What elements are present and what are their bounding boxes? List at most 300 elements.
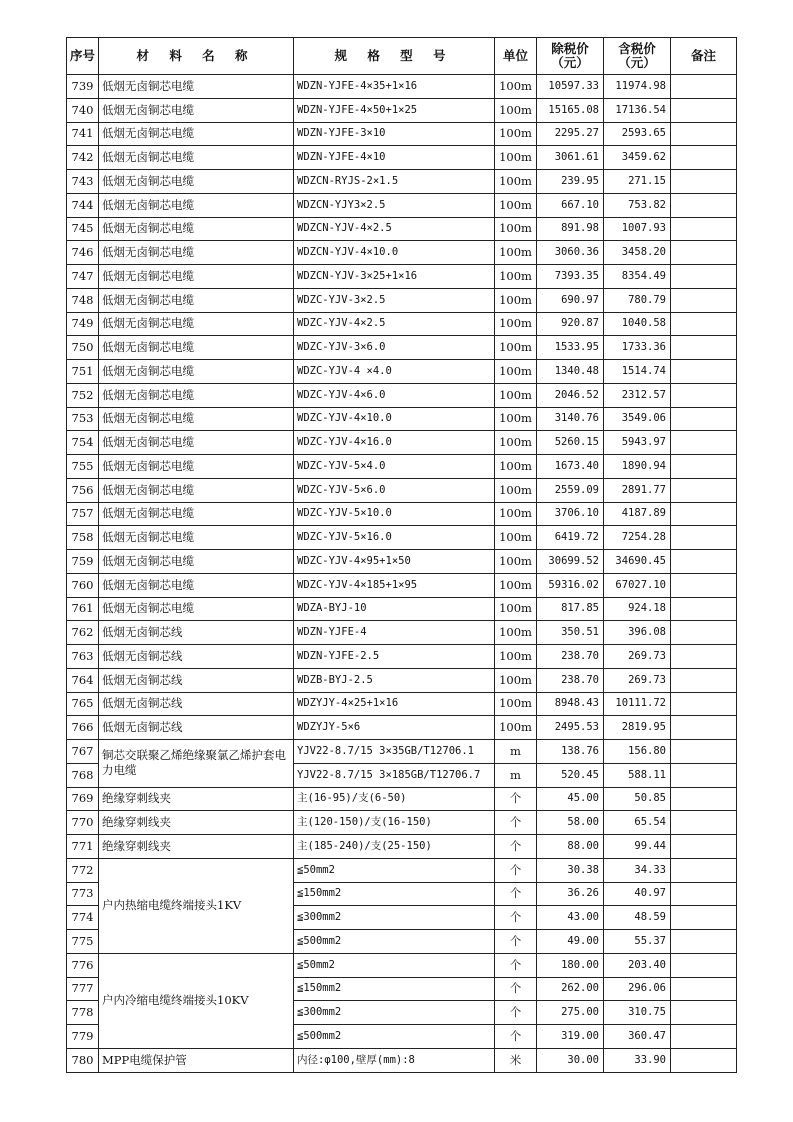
table-row (67, 122, 737, 146)
price-inc-cell: 271.15 (604, 170, 671, 194)
seq-cell: 767 (67, 740, 99, 764)
price-inc-cell: 7254.28 (604, 526, 671, 550)
price-ex-cell: 690.97 (537, 288, 604, 312)
unit-cell: 100m (495, 550, 537, 574)
price-inc-cell: 99.44 (604, 835, 671, 859)
price-inc-cell: 65.54 (604, 811, 671, 835)
spec-cell: WDZN-YJFE-2.5 (294, 645, 495, 669)
seq-cell: 748 (67, 288, 99, 312)
table-body (67, 75, 737, 1073)
table-row (67, 502, 737, 526)
table-row (67, 407, 737, 431)
unit-cell: 个 (495, 811, 537, 835)
spec-cell: ≦50mm2 (294, 953, 495, 977)
unit-cell: 个 (495, 858, 537, 882)
seq-cell: 753 (67, 407, 99, 431)
table-row (67, 478, 737, 502)
price-inc-cell: 55.37 (604, 930, 671, 954)
unit-cell: 100m (495, 573, 537, 597)
spec-cell: WDZN-YJFE-4×10 (294, 146, 495, 170)
unit-cell: 100m (495, 146, 537, 170)
price-inc-cell: 269.73 (604, 668, 671, 692)
spec-cell: WDZC-YJV-5×4.0 (294, 455, 495, 479)
note-cell (671, 526, 737, 550)
table-row (67, 621, 737, 645)
note-cell (671, 1048, 737, 1072)
name-cell: 铜芯交联聚乙烯绝缘聚氯乙烯护套电力电缆 (99, 740, 294, 788)
name-cell: 低烟无卤铜芯电缆 (99, 597, 294, 621)
price-ex-cell: 817.85 (537, 597, 604, 621)
spec-cell: WDZC-YJV-4×16.0 (294, 431, 495, 455)
table-row (67, 98, 737, 122)
name-cell: 低烟无卤铜芯线 (99, 621, 294, 645)
seq-cell: 754 (67, 431, 99, 455)
table-row (67, 811, 737, 835)
unit-cell: 100m (495, 98, 537, 122)
price-inc-cell: 3459.62 (604, 146, 671, 170)
price-ex-cell: 2495.53 (537, 716, 604, 740)
price-inc-cell: 34690.45 (604, 550, 671, 574)
name-cell: MPP电缆保护管 (99, 1048, 294, 1072)
unit-cell: 100m (495, 122, 537, 146)
unit-cell: m (495, 763, 537, 787)
price-ex-cell: 350.51 (537, 621, 604, 645)
header-price-inc: 含税价（元） (604, 38, 671, 75)
seq-cell: 762 (67, 621, 99, 645)
price-inc-cell: 10111.72 (604, 692, 671, 716)
note-cell (671, 502, 737, 526)
note-cell (671, 407, 737, 431)
spec-cell: WDZN-YJFE-4 (294, 621, 495, 645)
price-inc-cell: 588.11 (604, 763, 671, 787)
price-inc-cell: 1733.36 (604, 336, 671, 360)
name-cell: 低烟无卤铜芯线 (99, 692, 294, 716)
header-name: 材 料 名 称 (99, 38, 294, 75)
spec-cell: ≦150mm2 (294, 882, 495, 906)
table-row (67, 740, 737, 764)
price-ex-cell: 1533.95 (537, 336, 604, 360)
price-ex-cell: 238.70 (537, 668, 604, 692)
price-inc-cell: 156.80 (604, 740, 671, 764)
price-inc-cell: 34.33 (604, 858, 671, 882)
unit-cell: 100m (495, 241, 537, 265)
price-ex-cell: 239.95 (537, 170, 604, 194)
table-row (67, 288, 737, 312)
price-ex-cell: 30699.52 (537, 550, 604, 574)
price-ex-cell: 30.38 (537, 858, 604, 882)
seq-cell: 751 (67, 360, 99, 384)
seq-cell: 780 (67, 1048, 99, 1072)
unit-cell: 100m (495, 502, 537, 526)
table-row (67, 217, 737, 241)
note-cell (671, 716, 737, 740)
table-row (67, 265, 737, 289)
header-seq: 序号 (67, 38, 99, 75)
seq-cell: 765 (67, 692, 99, 716)
note-cell (671, 431, 737, 455)
price-ex-cell: 138.76 (537, 740, 604, 764)
seq-cell: 774 (67, 906, 99, 930)
unit-cell: 100m (495, 668, 537, 692)
table-row (67, 431, 737, 455)
unit-cell: 个 (495, 835, 537, 859)
spec-cell: 主(120-150)/支(16-150) (294, 811, 495, 835)
note-cell (671, 193, 737, 217)
unit-cell: 个 (495, 882, 537, 906)
seq-cell: 763 (67, 645, 99, 669)
price-ex-cell: 3061.61 (537, 146, 604, 170)
table-row (67, 597, 737, 621)
spec-cell: WDZC-YJV-5×10.0 (294, 502, 495, 526)
name-cell: 低烟无卤铜芯电缆 (99, 455, 294, 479)
header-spec: 规 格 型 号 (294, 38, 495, 75)
seq-cell: 750 (67, 336, 99, 360)
table-row (67, 336, 737, 360)
table-row (67, 953, 737, 977)
note-cell (671, 811, 737, 835)
price-ex-cell: 6419.72 (537, 526, 604, 550)
note-cell (671, 930, 737, 954)
table-row (67, 146, 737, 170)
seq-cell: 760 (67, 573, 99, 597)
name-cell: 户内冷缩电缆终端接头10KV (99, 953, 294, 1048)
table-row (67, 193, 737, 217)
name-cell: 低烟无卤铜芯电缆 (99, 288, 294, 312)
name-cell: 低烟无卤铜芯线 (99, 716, 294, 740)
price-inc-cell: 4187.89 (604, 502, 671, 526)
price-inc-cell: 5943.97 (604, 431, 671, 455)
price-inc-cell: 924.18 (604, 597, 671, 621)
spec-cell: WDZC-YJV-4×2.5 (294, 312, 495, 336)
table-row (67, 383, 737, 407)
seq-cell: 766 (67, 716, 99, 740)
seq-cell: 764 (67, 668, 99, 692)
name-cell: 低烟无卤铜芯电缆 (99, 431, 294, 455)
price-inc-cell: 753.82 (604, 193, 671, 217)
unit-cell: 100m (495, 431, 537, 455)
name-cell: 低烟无卤铜芯电缆 (99, 383, 294, 407)
name-cell: 户内热缩电缆终端接头1KV (99, 858, 294, 953)
note-cell (671, 977, 737, 1001)
note-cell (671, 170, 737, 194)
unit-cell: 100m (495, 692, 537, 716)
spec-cell: WDZC-YJV-4×6.0 (294, 383, 495, 407)
note-cell (671, 146, 737, 170)
seq-cell: 756 (67, 478, 99, 502)
unit-cell: 个 (495, 930, 537, 954)
name-cell: 低烟无卤铜芯电缆 (99, 573, 294, 597)
spec-cell: WDZC-YJV-3×6.0 (294, 336, 495, 360)
price-inc-cell: 396.08 (604, 621, 671, 645)
table-row (67, 1048, 737, 1072)
unit-cell: 个 (495, 1025, 537, 1049)
seq-cell: 769 (67, 787, 99, 811)
spec-cell: WDZCN-RYJS-2×1.5 (294, 170, 495, 194)
name-cell: 低烟无卤铜芯电缆 (99, 241, 294, 265)
note-cell (671, 906, 737, 930)
price-ex-cell: 920.87 (537, 312, 604, 336)
price-ex-cell: 49.00 (537, 930, 604, 954)
price-ex-cell: 3140.76 (537, 407, 604, 431)
seq-cell: 779 (67, 1025, 99, 1049)
spec-cell: WDZB-BYJ-2.5 (294, 668, 495, 692)
spec-cell: YJV22-8.7/15 3×35GB/T12706.1 (294, 740, 495, 764)
spec-cell: ≦300mm2 (294, 906, 495, 930)
spec-cell: 内径:φ100,壁厚(mm):8 (294, 1048, 495, 1072)
price-inc-cell: 33.90 (604, 1048, 671, 1072)
seq-cell: 759 (67, 550, 99, 574)
unit-cell: 100m (495, 312, 537, 336)
price-ex-cell: 43.00 (537, 906, 604, 930)
note-cell (671, 336, 737, 360)
spec-cell: WDZYJY-5×6 (294, 716, 495, 740)
price-ex-cell: 275.00 (537, 1001, 604, 1025)
note-cell (671, 122, 737, 146)
name-cell: 低烟无卤铜芯线 (99, 668, 294, 692)
price-inc-cell: 11974.98 (604, 75, 671, 99)
price-inc-cell: 48.59 (604, 906, 671, 930)
table-row (67, 526, 737, 550)
price-ex-cell: 59316.02 (537, 573, 604, 597)
seq-cell: 778 (67, 1001, 99, 1025)
unit-cell: 100m (495, 383, 537, 407)
note-cell (671, 835, 737, 859)
price-ex-cell: 238.70 (537, 645, 604, 669)
seq-cell: 776 (67, 953, 99, 977)
spec-cell: 主(185-240)/支(25-150) (294, 835, 495, 859)
price-inc-cell: 1890.94 (604, 455, 671, 479)
table-row (67, 668, 737, 692)
header-note: 备注 (671, 38, 737, 75)
price-ex-cell: 2559.09 (537, 478, 604, 502)
seq-cell: 752 (67, 383, 99, 407)
name-cell: 低烟无卤铜芯电缆 (99, 98, 294, 122)
price-ex-cell: 891.98 (537, 217, 604, 241)
price-ex-cell: 3706.10 (537, 502, 604, 526)
unit-cell: 100m (495, 193, 537, 217)
unit-cell: 个 (495, 953, 537, 977)
note-cell (671, 1025, 737, 1049)
spec-cell: WDZCN-YJY3×2.5 (294, 193, 495, 217)
note-cell (671, 550, 737, 574)
seq-cell: 755 (67, 455, 99, 479)
price-inc-cell: 67027.10 (604, 573, 671, 597)
spec-cell: ≦500mm2 (294, 1025, 495, 1049)
name-cell: 低烟无卤铜芯电缆 (99, 193, 294, 217)
price-inc-cell: 296.06 (604, 977, 671, 1001)
unit-cell: 100m (495, 526, 537, 550)
note-cell (671, 740, 737, 764)
price-ex-cell: 58.00 (537, 811, 604, 835)
name-cell: 低烟无卤铜芯电缆 (99, 217, 294, 241)
note-cell (671, 455, 737, 479)
price-inc-cell: 2593.65 (604, 122, 671, 146)
name-cell: 低烟无卤铜芯电缆 (99, 265, 294, 289)
price-ex-cell: 1673.40 (537, 455, 604, 479)
spec-cell: WDZN-YJFE-3×10 (294, 122, 495, 146)
price-ex-cell: 5260.15 (537, 431, 604, 455)
price-ex-cell: 88.00 (537, 835, 604, 859)
seq-cell: 745 (67, 217, 99, 241)
unit-cell: 米 (495, 1048, 537, 1072)
seq-cell: 758 (67, 526, 99, 550)
price-ex-cell: 2295.27 (537, 122, 604, 146)
spec-cell: WDZC-YJV-4×185+1×95 (294, 573, 495, 597)
price-inc-cell: 1514.74 (604, 360, 671, 384)
seq-cell: 747 (67, 265, 99, 289)
name-cell: 低烟无卤铜芯电缆 (99, 360, 294, 384)
price-ex-cell: 667.10 (537, 193, 604, 217)
spec-cell: ≦500mm2 (294, 930, 495, 954)
price-inc-cell: 310.75 (604, 1001, 671, 1025)
name-cell: 低烟无卤铜芯电缆 (99, 526, 294, 550)
table-row (67, 550, 737, 574)
seq-cell: 772 (67, 858, 99, 882)
price-inc-cell: 8354.49 (604, 265, 671, 289)
spec-cell: ≦300mm2 (294, 1001, 495, 1025)
seq-cell: 739 (67, 75, 99, 99)
unit-cell: 100m (495, 217, 537, 241)
note-cell (671, 98, 737, 122)
unit-cell: 100m (495, 170, 537, 194)
price-ex-cell: 15165.08 (537, 98, 604, 122)
note-cell (671, 668, 737, 692)
price-inc-cell: 203.40 (604, 953, 671, 977)
unit-cell: 100m (495, 621, 537, 645)
note-cell (671, 621, 737, 645)
seq-cell: 742 (67, 146, 99, 170)
unit-cell: 100m (495, 75, 537, 99)
table-row (67, 360, 737, 384)
seq-cell: 770 (67, 811, 99, 835)
note-cell (671, 763, 737, 787)
table-row (67, 787, 737, 811)
spec-cell: WDZCN-YJV-3×25+1×16 (294, 265, 495, 289)
price-ex-cell: 520.45 (537, 763, 604, 787)
name-cell: 低烟无卤铜芯电缆 (99, 478, 294, 502)
name-cell: 低烟无卤铜芯电缆 (99, 336, 294, 360)
unit-cell: m (495, 740, 537, 764)
note-cell (671, 288, 737, 312)
spec-cell: ≦150mm2 (294, 977, 495, 1001)
seq-cell: 749 (67, 312, 99, 336)
price-inc-cell: 780.79 (604, 288, 671, 312)
seq-cell: 768 (67, 763, 99, 787)
unit-cell: 100m (495, 716, 537, 740)
note-cell (671, 882, 737, 906)
price-ex-cell: 1340.48 (537, 360, 604, 384)
note-cell (671, 645, 737, 669)
spec-cell: WDZC-YJV-5×16.0 (294, 526, 495, 550)
note-cell (671, 241, 737, 265)
note-cell (671, 360, 737, 384)
name-cell: 低烟无卤铜芯电缆 (99, 502, 294, 526)
price-ex-cell: 3060.36 (537, 241, 604, 265)
name-cell: 低烟无卤铜芯电缆 (99, 550, 294, 574)
spec-cell: WDZN-YJFE-4×35+1×16 (294, 75, 495, 99)
name-cell: 低烟无卤铜芯电缆 (99, 407, 294, 431)
price-table (66, 37, 737, 1073)
unit-cell: 个 (495, 977, 537, 1001)
seq-cell: 773 (67, 882, 99, 906)
price-ex-cell: 180.00 (537, 953, 604, 977)
table-row (67, 645, 737, 669)
price-ex-cell: 8948.43 (537, 692, 604, 716)
seq-cell: 777 (67, 977, 99, 1001)
spec-cell: WDZC-YJV-4×10.0 (294, 407, 495, 431)
spec-cell: WDZC-YJV-5×6.0 (294, 478, 495, 502)
table-row (67, 573, 737, 597)
price-inc-cell: 360.47 (604, 1025, 671, 1049)
price-inc-cell: 3549.06 (604, 407, 671, 431)
seq-cell: 743 (67, 170, 99, 194)
note-cell (671, 597, 737, 621)
seq-cell: 757 (67, 502, 99, 526)
note-cell (671, 265, 737, 289)
note-cell (671, 383, 737, 407)
unit-cell: 100m (495, 407, 537, 431)
spec-cell: YJV22-8.7/15 3×185GB/T12706.7 (294, 763, 495, 787)
note-cell (671, 787, 737, 811)
name-cell: 绝缘穿刺线夹 (99, 835, 294, 859)
unit-cell: 100m (495, 455, 537, 479)
seq-cell: 746 (67, 241, 99, 265)
unit-cell: 个 (495, 1001, 537, 1025)
table-row (67, 75, 737, 99)
spec-cell: WDZCN-YJV-4×10.0 (294, 241, 495, 265)
price-ex-cell: 7393.35 (537, 265, 604, 289)
name-cell: 低烟无卤铜芯电缆 (99, 146, 294, 170)
spec-cell: 主(16-95)/支(6-50) (294, 787, 495, 811)
price-ex-cell: 30.00 (537, 1048, 604, 1072)
price-inc-cell: 1040.58 (604, 312, 671, 336)
price-ex-cell: 36.26 (537, 882, 604, 906)
note-cell (671, 953, 737, 977)
note-cell (671, 573, 737, 597)
spec-cell: WDZC-YJV-4 ×4.0 (294, 360, 495, 384)
table-header-row (67, 38, 737, 75)
price-ex-cell: 319.00 (537, 1025, 604, 1049)
note-cell (671, 478, 737, 502)
spec-cell: WDZN-YJFE-4×50+1×25 (294, 98, 495, 122)
unit-cell: 100m (495, 478, 537, 502)
unit-cell: 100m (495, 645, 537, 669)
note-cell (671, 1001, 737, 1025)
note-cell (671, 858, 737, 882)
price-inc-cell: 2312.57 (604, 383, 671, 407)
spec-cell: WDZYJY-4×25+1×16 (294, 692, 495, 716)
table-row (67, 241, 737, 265)
price-ex-cell: 45.00 (537, 787, 604, 811)
note-cell (671, 217, 737, 241)
name-cell: 低烟无卤铜芯电缆 (99, 122, 294, 146)
price-inc-cell: 17136.54 (604, 98, 671, 122)
price-ex-cell: 2046.52 (537, 383, 604, 407)
name-cell: 绝缘穿刺线夹 (99, 787, 294, 811)
table-row (67, 170, 737, 194)
seq-cell: 744 (67, 193, 99, 217)
unit-cell: 个 (495, 906, 537, 930)
price-inc-cell: 269.73 (604, 645, 671, 669)
unit-cell: 100m (495, 360, 537, 384)
price-inc-cell: 2891.77 (604, 478, 671, 502)
price-ex-cell: 262.00 (537, 977, 604, 1001)
table-row (67, 312, 737, 336)
seq-cell: 775 (67, 930, 99, 954)
header-unit: 单位 (495, 38, 537, 75)
table-row (67, 455, 737, 479)
price-inc-cell: 50.85 (604, 787, 671, 811)
